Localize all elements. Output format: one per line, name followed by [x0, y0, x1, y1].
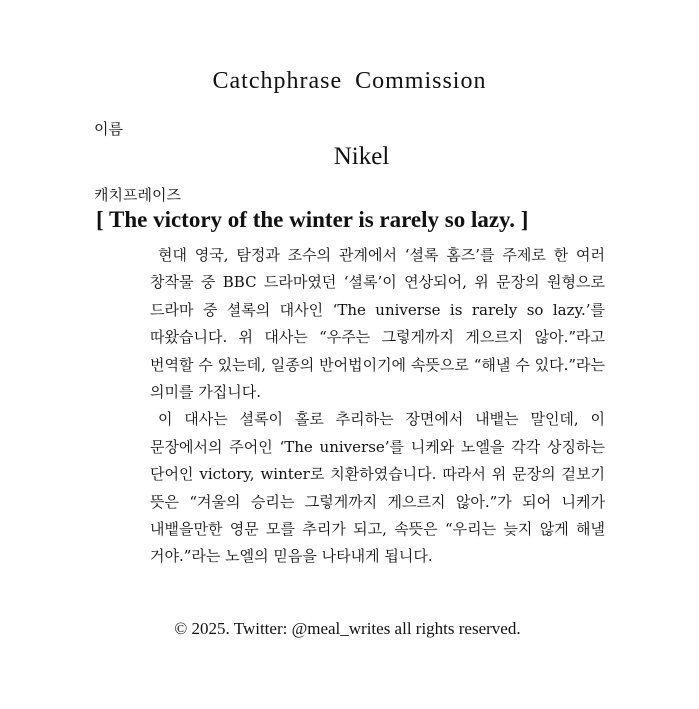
- copyright-footer: © 2025. Twitter: @meal_writes all rights reserved.: [174, 619, 521, 638]
- catchphrase-value: [ The victory of the winter is rarely so lazy. ]: [96, 207, 529, 232]
- name-value: Nikel: [333, 143, 390, 170]
- page-title: Catchphrase Commission: [212, 68, 487, 94]
- description-body: [150, 242, 605, 571]
- name-label: 이름: [94, 120, 123, 138]
- description-paragraph-2: 이 대사는 셜록이 홀로 추리하는 장면에서 내뱉는 말인데, 이 문장에서의 주어인 ‘The universe’를 니케와 노엘을 각각 상징하는 단어인 victory, winter로 치환하였습니다. 따라서 위 문장의 겉보기 뜻은 “겨울의 승리는 그렇게까지 게으르지 않아.”가 되어 니케가 내뱉을만한 영문 모를 추리가 되고, 속뜻은 “우리는 늦지 않게 해낼 거야.”라는 노엘의 믿음을 나타내게 됩니다.: [150, 410, 605, 566]
- catchphrase-label: 캐치프레이즈: [94, 186, 181, 204]
- description-paragraph-1: 현대 영국, 탐정과 조수의 관계에서 ‘셜록 홈즈’를 주제로 한 여러 창작물 중 BBC 드라마였던 ‘셜록’이 연상되어, 위 문장의 원형으로 드라마 중 셜록의 대사인 ‘The universe is rarely so lazy.’를 따왔습니다. 위 대사는 “우주는 그렇게까지 게으르지 않아.”라고 번역할 수 있는데, 일종의 반어법이기에 속뜻으로 “해낼 수 있다.”라는 의미를 가집니다.: [150, 246, 605, 402]
